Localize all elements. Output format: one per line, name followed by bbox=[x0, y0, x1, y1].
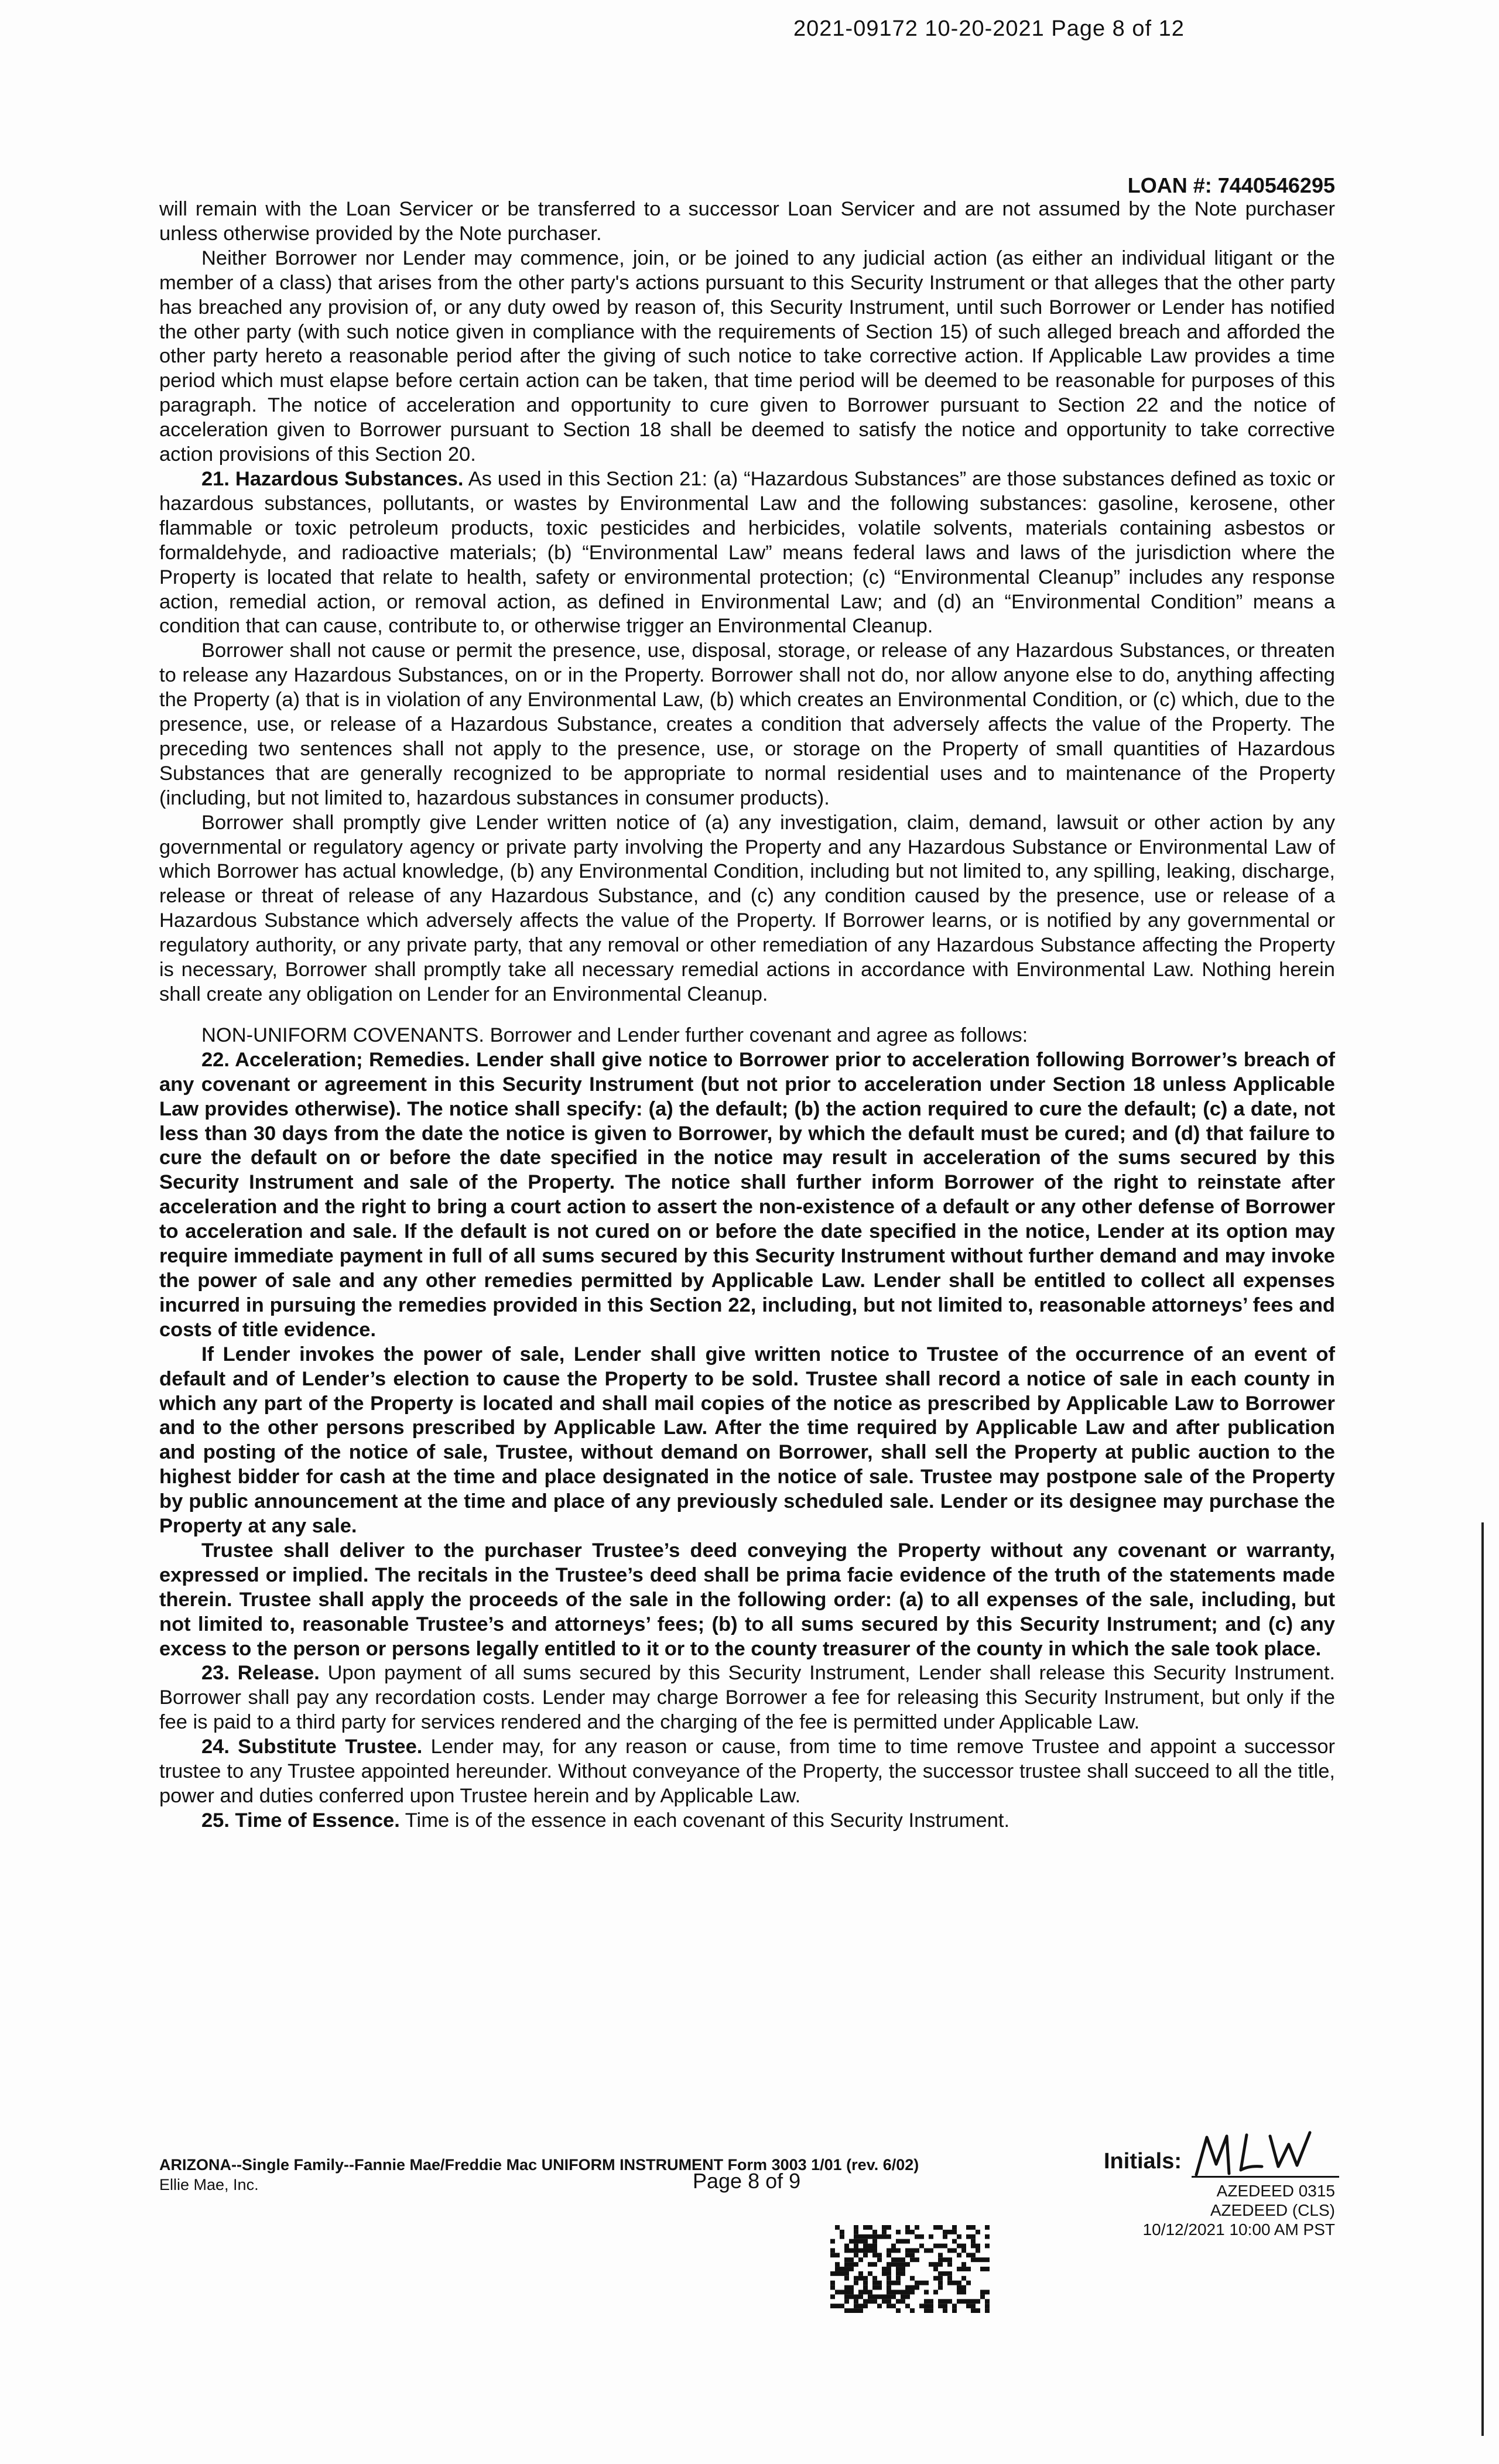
vendor-name: Ellie Mae, Inc. bbox=[159, 2176, 259, 2193]
qr-code-icon bbox=[830, 2225, 990, 2313]
document-codes bbox=[1143, 2181, 1335, 2239]
section-22: 22. Acceleration; Remedies. Lender shall give notice to Borrower prior to acceleration following Borrower’s breach of any covenant or agreement in this Security Instrument (but not prior to acceleration under Section 18 unless Applicable Law provides otherwise). The notice shall specify: (a) the default; (b) the action required to cure the default; (c) a date, not less than 30 days from the date the notice is given to Borrower, by which the default must be cured; and (d) that failure to cure the default on or before the date specified in the notice may result in acceleration of the sums secured by this Security Instrument and sale of the Property. The notice shall further inform Borrower of the right to reinstate after acceleration and the right to bring a court action to assert the non-existence of a default or any other defense of Borrower to acceleration and sale. If the default is not cured on or before the date specified in the notice, Lender at its option may require immediate payment in full of all sums secured by this Security Instrument without further demand and may invoke the power of sale and any other remedies permitted by Applicable Law. Lender shall be entitled to collect all expenses incurred in pursuing the remedies provided in this Section 22, including, but not limited to, reasonable attorneys’ fees and costs of title evidence. bbox=[159, 1048, 1335, 1341]
recording-header: 2021-09172 10-20-2021 Page 8 of 12 bbox=[793, 16, 1185, 41]
initials-label: Initials: bbox=[1104, 2149, 1182, 2174]
scan-edge-line bbox=[1481, 1522, 1484, 2436]
section-21-text: As used in this Section 21: (a) “Hazardous Substances” are those substances defined as toxic or hazardous substances, pollutants, or wastes by Environmental Law and the following substances: gasoline, kerosene, other flammable or toxic petroleum products, toxic pesticides and herbicides, volatile solvents, materials containing asbestos or formaldehyde, and radioactive materials; (b) “Environmental Law” means federal laws and laws of the jurisdiction where the Property is located that relate to health, safety or environmental protection; (c) “Environmental Cleanup” includes any response action, remedial action, or removal action, as defined in Environmental Law; and (d) an “Environmental Condition” means a condition that can cause, contribute to, or otherwise trigger an Environmental Cleanup. bbox=[159, 467, 1336, 638]
section-24 bbox=[159, 1735, 1335, 1809]
paragraph-judicial-action: Neither Borrower nor Lender may commence, join, or be joined to any judicial action (as either an individual litigant or the member of a class) that arises from the other party's actions pursuant to this Security Instrument or that alleges that the other party has breached any provision of, or any duty owed by reason of, this Security Instrument, until such Borrower or Lender has notified the other party (with such notice given in compliance with the requirements of Section 15) of such alleged breach and afforded the other party hereto a reasonable period after the giving of such notice to take corrective action. If Applicable Law provides a time period which must elapse before certain action can be taken, that time period will be deemed to be reasonable for purposes of this paragraph. The notice of acceleration and opportunity to cure given to Borrower pursuant to Section 22 and the notice of acceleration given to Borrower pursuant to Section 18 shall be deemed to satisfy the notice and opportunity to take corrective action provisions of this Section 20. bbox=[159, 247, 1335, 466]
paragraph-continuation: will remain with the Loan Servicer or be transferred to a successor Loan Servicer and are not assumed by the Note purchaser unless otherwise provided by the Note purchaser. bbox=[159, 198, 1335, 245]
section-25-text: Time is of the essence in each covenant of this Security Instrument. bbox=[399, 1809, 1010, 1832]
section-24-heading: 24. Substitute Trustee. bbox=[201, 1736, 423, 1758]
initials-line bbox=[1192, 2176, 1339, 2178]
section-23-text: Upon payment of all sums secured by this Security Instrument, Lender shall release this Security Instrument. Borrower shall pay any recordation costs. Lender may charge Borrower a fee for releasing this Security Instrument, but only if the fee is paid to a third party for services rendered and the charging of the fee is permitted under Applicable Law. bbox=[159, 1662, 1335, 1734]
section-23 bbox=[159, 1661, 1335, 1735]
page-number: Page 8 of 9 bbox=[693, 2169, 801, 2193]
section-21 bbox=[159, 467, 1335, 639]
doc-code-1: AZEDEED 0315 bbox=[1216, 2182, 1335, 2200]
loan-number: LOAN #: 7440546295 bbox=[1127, 173, 1335, 197]
section-23-heading: 23. Release. bbox=[201, 1662, 320, 1685]
footer-form-info bbox=[159, 2155, 919, 2195]
section-24-text: Lender may, for any reason or cause, from time to time remove Trustee and appoint a successor trustee to any Trustee appointed hereunder. Without conveyance of the Property, the successor trustee shall succeed to all the title, power and duties conferred upon Trustee herein and by Applicable Law. bbox=[159, 1736, 1335, 1807]
section-22-power-of-sale: If Lender invokes the power of sale, Lender shall give written notice to Trustee of the occurrence of an event of default and of Lender’s election to cause the Property to be sold. Trustee shall record a notice of sale in each county in which any part of the Property is located and shall mail copies of the notice as prescribed by Applicable Law to Borrower and to the other persons prescribed by Applicable Law. After the time required by Applicable Law and after publication and posting of the notice of sale, Trustee, without demand on Borrower, shall sell the Property at public auction to the highest bidder for cash at the time and place designated in the notice of sale. Trustee may postpone sale of the Property by public announcement at the time and place of any previously scheduled sale. Lender or its designee may purchase the Property at any sale. bbox=[159, 1343, 1335, 1538]
form-line: ARIZONA--Single Family--Fannie Mae/Freddie Mac UNIFORM INSTRUMENT Form 3003 1/01 (rev. 6/02) bbox=[159, 2156, 919, 2174]
section-25-heading: 25. Time of Essence. bbox=[201, 1809, 400, 1832]
doc-code-2: AZEDEED (CLS) bbox=[1210, 2201, 1335, 2219]
doc-timestamp: 10/12/2021 10:00 AM PST bbox=[1142, 2220, 1335, 2239]
handwritten-initials-icon bbox=[1190, 2129, 1343, 2182]
paragraph-hazardous-notice: Borrower shall promptly give Lender written notice of (a) any investigation, claim, demand, lawsuit or other action by any governmental or regulatory agency or private party involving the Property and any Hazardous Substance or Environmental Law of which Borrower has actual knowledge, (b) any Environmental Condition, including but not limited to, any spilling, leaking, discharge, release or threat of release of any Hazardous Substance, and (c) any condition caused by the presence, use or release of a Hazardous Substance which adversely affects the value of the Property. If Borrower learns, or is notified by any governmental or regulatory authority, or any private party, that any removal or other remediation of any Hazardous Substance affecting the Property is necessary, Borrower shall promptly take all necessary remedial actions in accordance with Environmental Law. Nothing herein shall create any obligation on Lender for an Environmental Cleanup. bbox=[159, 811, 1335, 1005]
section-25 bbox=[159, 1809, 1335, 1833]
section-22-trustee-deed: Trustee shall deliver to the purchaser Trustee’s deed conveying the Property without any covenant or warranty, expressed or implied. The recitals in the Trustee’s deed shall be prima facie evidence of the truth of the statements made therein. Trustee shall apply the proceeds of the sale in the following order: (a) to all expenses of the sale, including, but not limited to, reasonable Trustee’s and attorneys’ fees; (b) to all sums secured by this Security Instrument; and (c) any excess to the person or persons legally entitled to it or to the county treasurer of the county in which the sale took place. bbox=[159, 1539, 1335, 1660]
non-uniform-covenants: NON-UNIFORM COVENANTS. Borrower and Lender further covenant and agree as follows: bbox=[201, 1024, 1028, 1046]
document-body bbox=[159, 197, 1335, 1833]
paragraph-hazardous-presence: Borrower shall not cause or permit the presence, use, disposal, storage, or release of any Hazardous Substances, or threaten to release any Hazardous Substances, on or in the Property. Borrower shall not do, nor allow anyone else to do, anything affecting the Property (a) that is in violation of any Environmental Law, (b) which creates an Environmental Condition, or (c) which, due to the presence, use, or release of a Hazardous Substance, creates a condition that adversely affects the value of the Property. The preceding two sentences shall not apply to the presence, use, or storage on the Property of small quantities of Hazardous Substances that are generally recognized to be appropriate to normal residential uses and to maintenance of the Property (including, but not limited to, hazardous substances in consumer products). bbox=[159, 639, 1335, 809]
section-21-heading: 21. Hazardous Substances. bbox=[201, 467, 464, 490]
initials-block bbox=[1104, 2129, 1350, 2179]
